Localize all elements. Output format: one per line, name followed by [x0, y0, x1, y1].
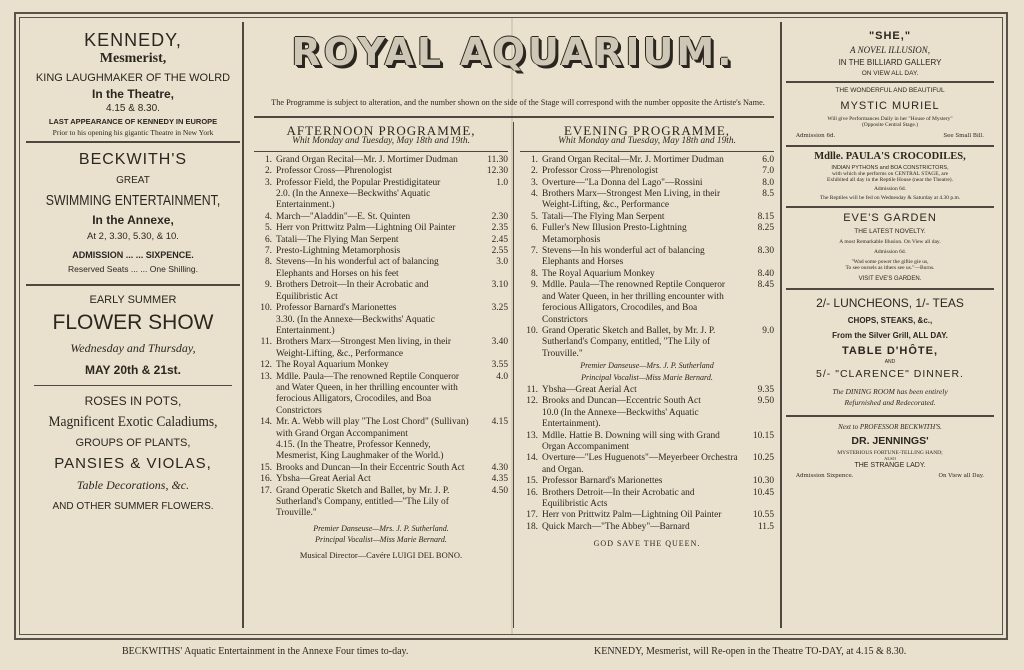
item-time [474, 440, 508, 463]
item-title: Quick March—"The Abbey"—Barnard [542, 521, 690, 532]
item-number: 8. [264, 257, 272, 268]
programme-item [520, 522, 774, 533]
item-number: 12. [526, 396, 538, 407]
item-number: 2. [264, 166, 272, 177]
programme-notice: The Programme is subject to alteration, and the number shown on the side of the Stage will correspond with the number opposite the Artiste's Name. [271, 98, 765, 107]
item-time: 3.25 [491, 303, 508, 314]
paula-line2: with which she performs on CENTRAL STAGE, are [831, 171, 949, 177]
item-time: 4.0 [496, 371, 508, 382]
footer-right: KENNEDY, Mesmerist, will Re-open in the Theatre TO-DAY, at 4.15 & 8.30. [594, 646, 907, 657]
item-title: March—"Aladdin"—E. St. Quinten [276, 211, 411, 222]
programme-item [254, 303, 508, 314]
item-title: Grand Organ Recital—Mr. J. Mortimer Dudman [542, 154, 724, 165]
kennedy-last: LAST APPEARANCE OF KENNEDY IN EUROPE [48, 117, 218, 126]
divider [786, 145, 994, 147]
item-title: Grand Organ Recital—Mr. J. Mortimer Dudman [276, 154, 458, 165]
right-column-rule [780, 22, 782, 628]
she-view: ON VIEW ALL DAY. [861, 70, 919, 77]
luncheon-and: AND [884, 359, 896, 365]
item-number: 17. [260, 485, 272, 496]
item-time: 9.0 [762, 325, 774, 336]
item-number: 1. [264, 154, 272, 165]
left-column-rule [242, 22, 244, 628]
item-title: Herr von Prittwitz Palm—Lightning Oil Painter [542, 510, 722, 521]
item-title: Overture—"Les Huguenots"—Meyerbeer Orchestra and Organ. [542, 453, 738, 475]
item-time: 2.55 [491, 246, 508, 257]
item-number: 14. [526, 453, 538, 464]
beckwith-block [26, 151, 240, 274]
item-time: 4.15 [491, 417, 508, 428]
eve-remark: A most Remarkable Illusion. On View all day. [839, 239, 941, 245]
item-number: 3. [264, 177, 272, 188]
programme-item [520, 408, 774, 431]
item-time: 10.30 [752, 476, 774, 487]
evening-programme [520, 122, 774, 550]
divider [26, 284, 240, 286]
item-number: 9. [264, 280, 272, 291]
kennedy-block [26, 30, 240, 137]
evening-list [520, 155, 774, 360]
item-number [254, 315, 276, 338]
item-title: Brothers Detroit—In their Acrobatic and Equilibristic Act [276, 280, 429, 302]
item-time: 11.30 [487, 154, 508, 165]
item-number: 4. [530, 189, 538, 200]
programme-item [254, 246, 508, 257]
evening-danseuse: Premier Danseuse—Mrs. J. P. Sutherland [580, 361, 714, 371]
item-time: 10.55 [752, 510, 774, 521]
kennedy-place: In the Theatre, [91, 87, 174, 101]
eve-quote-1: "Wad some power the giftie gie us, [851, 259, 929, 265]
programme-item [254, 178, 508, 189]
jennings-next: Next to PROFESSOR BECKWITH'S. [838, 423, 942, 431]
programme-item [254, 486, 508, 520]
programme-item [520, 476, 774, 487]
she-block [786, 30, 994, 77]
item-title: Brooks and Duncan—In their Eccentric South Act [276, 462, 465, 473]
item-time: 11.5 [757, 521, 774, 532]
afternoon-list [254, 155, 508, 520]
item-time [474, 189, 508, 212]
item-time: 1.0 [496, 177, 508, 188]
item-number: 8. [530, 268, 538, 279]
flower-early: EARLY SUMMER [89, 294, 177, 306]
right-column [786, 22, 994, 630]
item-time: 8.30 [757, 246, 774, 257]
beckwith-reserved: Reserved Seats ... ... One Shilling. [68, 264, 198, 274]
divider [34, 385, 232, 386]
programme-item [254, 166, 508, 177]
muriel-footer [796, 133, 984, 139]
left-column [26, 22, 240, 630]
programme-item [520, 212, 774, 223]
item-title: Mdlle. Hattie B. Downing will sing with Grand Organ Accompaniment [542, 430, 720, 452]
item-title: Grand Operatic Sketch and Ballet, by Mr. J. P. Sutherland's Company, entitled, "The Lily of Trouville." [542, 325, 716, 359]
item-title: Ybsha—Great Aerial Act [276, 474, 371, 485]
item-title: Tatali—The Flying Man Serpent [542, 211, 665, 222]
programme-item [254, 257, 508, 280]
god-save-the-queen: GOD SAVE THE QUEEN. [593, 539, 701, 549]
item-title: Mdlle. Paula—The renowned Reptile Conqueror and Water Queen, in her thrilling encounter with ferocious Alligators, Crocodiles, and Boa Constrictors [542, 280, 726, 325]
item-time: 8.0 [762, 177, 774, 188]
item-time: 8.15 [757, 211, 774, 222]
afternoon-danseuse: Premier Danseuse—Mrs. J. P. Sutherland. [313, 523, 449, 533]
item-title: Stevens—In his wonderful act of balancing Elephants and Horses on his feet [276, 257, 439, 279]
item-number: 10. [526, 325, 538, 336]
item-title: Brothers Marx—Strongest Men Living, in their Weight-Lifting, &c., Performance [542, 189, 721, 211]
item-time: 3.55 [491, 360, 508, 371]
item-number: 11. [260, 337, 272, 348]
item-title: 2.0. (In the Annexe—Beckwiths' Aquatic Entertainment.) [276, 189, 431, 211]
item-number: 12. [260, 360, 272, 371]
muriel-name: MYSTIC MURIEL [840, 100, 940, 112]
item-time: 7.0 [762, 166, 774, 177]
flower-dates: MAY 20th & 21st. [84, 363, 182, 377]
programme-item [520, 246, 774, 269]
item-title: Mdlle. Paula—The renowned Reptile Conqueror and Water Queen, in her thrilling encounter with ferocious Alligators, Crocodiles, and Boa Constrictors [276, 371, 460, 416]
item-number: 5. [530, 211, 538, 222]
muriel-opp: (Opposite Central Stage.) [861, 122, 919, 128]
item-title: Mr. A. Webb will play "The Lost Chord" (Sullivan) with Grand Organ Accompaniment [276, 417, 469, 439]
item-time: 2.35 [491, 223, 508, 234]
item-number: 17. [526, 510, 538, 521]
jennings-mys: MYSTERIOUS FORTUNE-TELLING HAND; [837, 450, 943, 456]
item-title: Brothers Detroit—In their Acrobatic and Equilibristic Acts [542, 487, 695, 509]
item-time: 4.30 [491, 462, 508, 473]
item-title: The Royal Aquarium Monkey [542, 268, 655, 279]
programme-item [254, 212, 508, 223]
programme-item [520, 178, 774, 189]
kennedy-times: 4.15 & 8.30. [106, 103, 160, 114]
programme-item [254, 417, 508, 440]
item-time: 12.30 [486, 166, 508, 177]
beckwith-admission: ADMISSION ... ... SIXPENCE. [72, 250, 194, 260]
muriel-admission: Admission 6d. [796, 133, 836, 139]
afternoon-vocalist: Principal Vocalist—Miss Marie Bernard. [315, 535, 447, 545]
item-time: 3.10 [491, 280, 508, 291]
item-title: Tatali—The Flying Man Serpent [276, 234, 399, 245]
item-title: Professor Barnard's Marionettes [276, 303, 397, 314]
item-number: 6. [530, 223, 538, 234]
kennedy-name: KENNEDY, [84, 30, 182, 50]
jennings-also: ALSO [884, 456, 896, 461]
afternoon-programme [254, 122, 508, 561]
paula-name: Mdlle. PAULA'S CROCODILES, [814, 151, 966, 162]
divider [786, 81, 994, 83]
item-number: 13. [526, 430, 538, 441]
flower-caladiums: Magnificent Exotic Caladiums, [48, 414, 218, 430]
dining-line-1: The DINING ROOM has been entirely [832, 387, 948, 396]
programme-item [254, 315, 508, 338]
item-number: 15. [526, 476, 538, 487]
item-title: Brooks and Duncan—Eccentric South Act [542, 396, 701, 407]
programme-item [254, 440, 508, 463]
item-number [254, 440, 276, 463]
programme-item [254, 155, 508, 166]
jennings-lady: THE STRANGE LADY. [854, 462, 926, 469]
item-number: 3. [530, 177, 538, 188]
evening-list-continued [520, 385, 774, 533]
jennings-admission: Admission Sixpence. [796, 473, 854, 479]
jennings-name: DR. JENNINGS' [851, 435, 929, 447]
programme-item [254, 235, 508, 246]
item-time: 6.0 [762, 154, 774, 165]
flower-other: AND OTHER SUMMER FLOWERS. [52, 501, 214, 512]
item-title: Presto-Lightning Metamorphosis [276, 246, 401, 257]
programme-item [520, 269, 774, 280]
item-number: 10. [260, 303, 272, 314]
beckwith-swim: SWIMMING ENTERTAINMENT, [45, 192, 221, 209]
item-time: 4.50 [491, 485, 508, 496]
middle-column [248, 22, 778, 630]
item-number: 13. [260, 371, 272, 382]
item-time [740, 408, 774, 431]
muriel-perf: Will give Performances Daily in her "House of Mystery" [827, 116, 953, 122]
flower-groups: GROUPS OF PLANTS, [75, 437, 191, 449]
item-time [474, 315, 508, 338]
item-number: 14. [260, 417, 272, 428]
luncheon-chops: CHOPS, STEAKS, &c., [847, 316, 933, 325]
item-title: Professor Cross—Phrenologist [542, 166, 658, 177]
item-time: 8.25 [757, 223, 774, 234]
eve-visit: VISIT EVE'S GARDEN. [858, 276, 922, 282]
item-number: 11. [526, 384, 538, 395]
eve-garden-name: EVE'S GARDEN [843, 212, 937, 224]
item-title: Herr von Prittwitz Palm—Lightning Oil Painter [276, 223, 456, 234]
item-number: 9. [530, 280, 538, 291]
divider [786, 206, 994, 208]
programme-item [520, 166, 774, 177]
muriel-intro: THE WONDERFUL AND BEAUTIFUL [835, 87, 945, 94]
programme-item [520, 510, 774, 521]
item-title: Professor Cross—Phrenologist [276, 166, 392, 177]
evening-dates: Whit Monday and Tuesday, May 18th and 19th. [558, 136, 736, 147]
item-time: 2.45 [491, 234, 508, 245]
item-title: Stevens—In his wonderful act of balancing Elephants and Horses [542, 246, 705, 268]
item-title: Fuller's New Illusion Presto-Lightning Metamorphosis [542, 223, 687, 245]
beckwith-name: BECKWITH'S [78, 151, 188, 168]
item-number: 2. [530, 166, 538, 177]
programme-item [254, 372, 508, 418]
jennings-view: On View all Day. [938, 473, 984, 479]
musical-director: Musical Director—Cavére LUIGI DEL BONO. [299, 549, 463, 560]
programme-item [520, 488, 774, 511]
eve-garden-block [786, 212, 994, 282]
evening-vocalist: Principal Vocalist—Miss Marie Bernard. [581, 372, 713, 382]
kennedy-role: Mesmerist, [99, 51, 167, 66]
afternoon-dates: Whit Monday and Tuesday, May 18th and 19th. [292, 136, 470, 147]
programme-item [520, 155, 774, 166]
item-title: Overture—"La Donna del Lago"—Rossini [542, 177, 703, 188]
programme-item [254, 463, 508, 474]
evening-heading: EVENING PROGRAMME, [563, 123, 731, 138]
item-time: 10.45 [752, 487, 774, 498]
item-title: 10.0 (In the Annexe—Beckwiths' Aquatic Entertainment). [542, 407, 699, 430]
divider [254, 151, 508, 152]
item-title: Ybsha—Great Aerial Act [542, 384, 637, 395]
flower-show-block [26, 294, 240, 512]
jennings-footer [796, 473, 984, 479]
flower-days: Wednesday and Thursday, [70, 341, 196, 355]
item-number: 18. [526, 521, 538, 532]
flower-table: Table Decorations, &c. [76, 478, 190, 492]
paula-admission: Admission 6d. [873, 186, 907, 192]
item-number: 1. [530, 154, 538, 165]
item-time: 2.30 [491, 211, 508, 222]
programme-item [520, 326, 774, 360]
muriel-block [786, 87, 994, 139]
eve-quote-2: To see oursels as ithers see us."—Burns. [845, 265, 935, 271]
item-number: 16. [260, 474, 272, 485]
programme-item [254, 474, 508, 485]
programme-item [520, 453, 774, 476]
paula-line3: Exhibited all day in the Reptile House (near the Theatre). [826, 177, 954, 183]
item-title: The Royal Aquarium Monkey [276, 360, 389, 371]
item-time: 4.35 [491, 474, 508, 485]
programme-item [520, 385, 774, 396]
muriel-bill: See Small Bill. [943, 133, 984, 139]
beckwith-great: GREAT [116, 175, 150, 186]
item-number: 6. [264, 234, 272, 245]
programme-item [254, 337, 508, 360]
paula-block [786, 151, 994, 201]
item-title: 3.30. (In the Annexe—Beckwiths' Aquatic Entertainment.) [276, 314, 435, 336]
she-sub: A NOVEL ILLUSION, [850, 45, 930, 55]
item-time: 8.45 [757, 280, 774, 291]
item-time: 8.40 [757, 268, 774, 279]
paula-line1: INDIAN PYTHONS and BOA CONSTRICTORS, [831, 165, 949, 171]
paula-fed: The Reptiles will be fed on Wednesday & Saturday at 4.30 p.m. [819, 195, 961, 201]
item-number: 16. [526, 487, 538, 498]
divider [26, 141, 240, 143]
page-title: ROYAL AQUARIUM. [291, 30, 735, 74]
item-title: Grand Operatic Sketch and Ballet, by Mr. J. P. Sutherland's Company, entitled—"The Lily of Trouville." [276, 485, 450, 519]
table-dhote: TABLE D'HÔTE, [841, 345, 939, 357]
she-title: "SHE," [868, 30, 912, 42]
divider [786, 288, 994, 290]
afternoon-heading: AFTERNOON PROGRAMME, [286, 123, 476, 138]
luncheon-head: 2/- LUNCHEONS, 1/- TEAS [816, 296, 964, 310]
luncheon-block [786, 296, 994, 407]
programme-item [254, 223, 508, 234]
item-number [520, 408, 542, 431]
item-title: Professor Field, the Popular Prestidigitateur [276, 177, 441, 188]
item-title: Brothers Marx—Strongest Men living, in their Weight-Lifting, &c., Performance [276, 337, 451, 359]
item-time: 9.50 [757, 396, 774, 407]
item-number: 4. [264, 211, 272, 222]
she-place: IN THE BILLIARD GALLERY [838, 58, 942, 67]
dining-line-2: Refurnished and Redecorated. [844, 398, 936, 407]
eve-novelty: THE LATEST NOVELTY. [854, 228, 926, 235]
luncheon-grill: From the Silver Grill, ALL DAY. [832, 331, 948, 340]
programme-item [520, 431, 774, 454]
item-number: 7. [264, 246, 272, 257]
flower-show-title: FLOWER SHOW [52, 311, 214, 334]
item-time: 3.0 [496, 257, 508, 268]
kennedy-prior: Prior to his opening his gigantic Theatre in New York [52, 128, 214, 137]
item-number: 5. [264, 223, 272, 234]
item-time: 10.15 [752, 430, 774, 441]
programme-item [520, 280, 774, 326]
clarence-dinner: 5/- "CLARENCE" DINNER. [816, 368, 964, 380]
divider [786, 415, 994, 417]
divider [520, 151, 774, 152]
item-title: Professor Barnard's Marionettes [542, 476, 663, 487]
item-time: 8.5 [762, 189, 774, 200]
beckwith-place: In the Annexe, [92, 213, 174, 227]
programme-item [254, 189, 508, 212]
item-number: 15. [260, 462, 272, 473]
item-time: 3.40 [491, 337, 508, 348]
flower-pansies: PANSIES & VIOLAS, [54, 455, 212, 472]
item-number [254, 189, 276, 212]
programme-item [520, 189, 774, 212]
beckwith-times: At 2, 3.30, 5.30, & 10. [87, 231, 179, 242]
programme-item [520, 396, 774, 407]
programme-item [254, 360, 508, 371]
programme-item [254, 280, 508, 303]
eve-admission: Admission 6d. [873, 249, 907, 255]
programme-item [520, 223, 774, 246]
item-number: 7. [530, 246, 538, 257]
item-time: 9.35 [757, 384, 774, 395]
footer-left: BECKWITHS' Aquatic Entertainment in the Annexe Four times to-day. [122, 646, 409, 657]
title-rule [254, 116, 774, 118]
flower-roses: ROSES IN POTS, [84, 394, 182, 408]
item-title: 4.15. (In the Theatre, Professor Kennedy, Mesmerist, King Laughmaker of the World.) [276, 439, 444, 462]
jennings-block [786, 423, 994, 479]
item-time: 10.25 [752, 453, 774, 464]
kennedy-tag: KING LAUGHMAKER OF THE WOLRD [35, 72, 231, 84]
